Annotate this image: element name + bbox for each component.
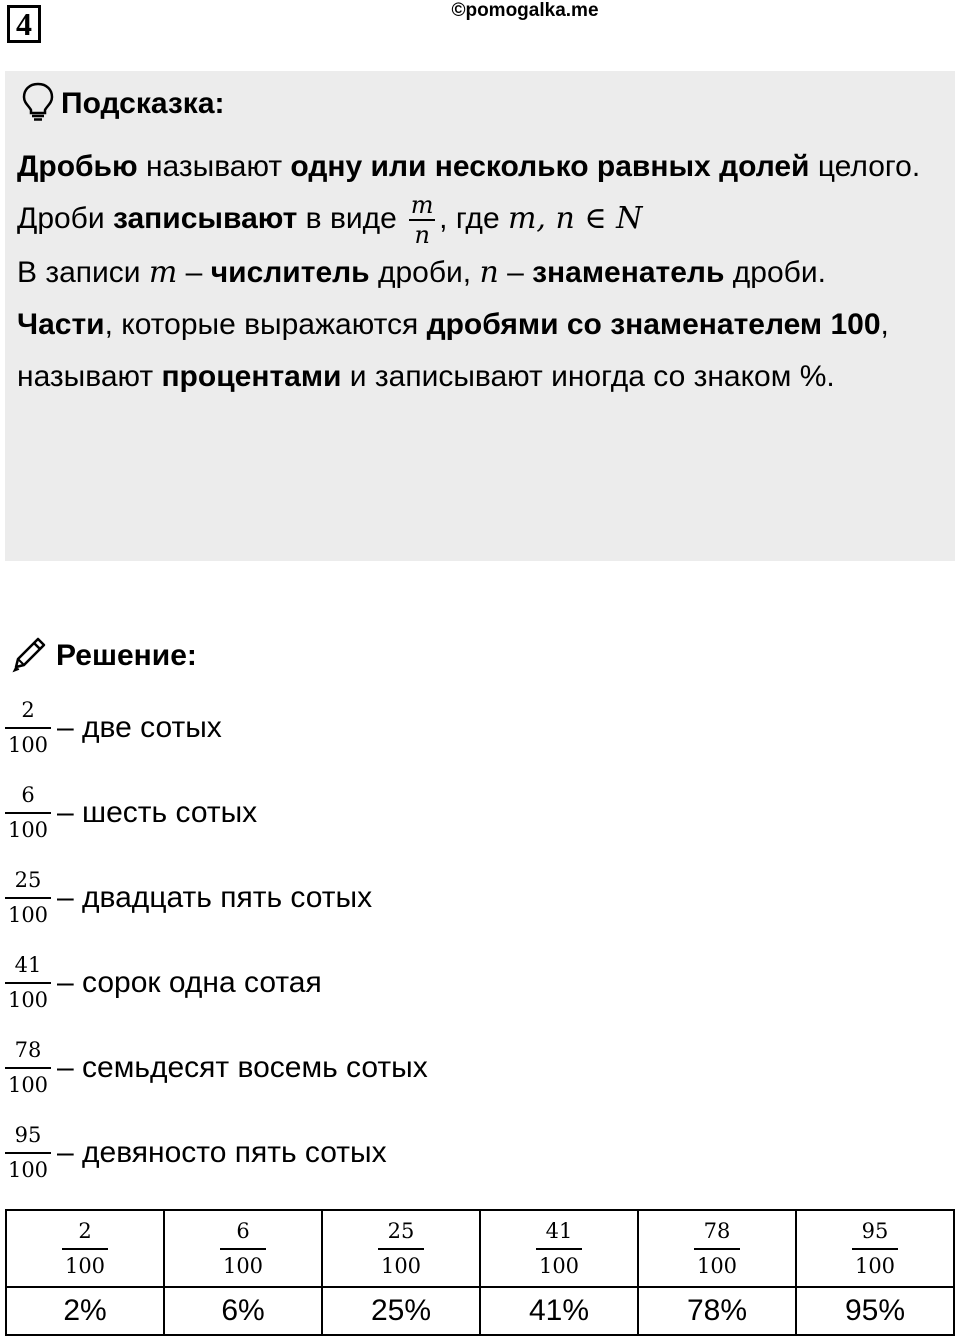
denominator: 100 bbox=[7, 818, 49, 842]
numerator: 6 bbox=[236, 1218, 250, 1243]
watermark: ©pomogalka.me bbox=[451, 0, 599, 21]
hint-line-2: Дроби записывают в виде $\frac{m}{n}$ , где m, n ∈ N bbox=[17, 191, 643, 250]
numerator: 25 bbox=[387, 1218, 415, 1243]
fraction bbox=[5, 1040, 51, 1096]
table-percent-cell: 6% bbox=[164, 1287, 322, 1335]
denominator: 100 bbox=[7, 1073, 49, 1097]
table-percent-cell: 25% bbox=[322, 1287, 480, 1335]
solution-row bbox=[5, 955, 322, 1011]
fraction-words: – две сотых bbox=[57, 711, 222, 744]
denominator: 100 bbox=[64, 1253, 106, 1278]
pencil-icon bbox=[10, 633, 50, 678]
denominator: 100 bbox=[7, 733, 49, 757]
fraction bbox=[5, 700, 51, 756]
hint-header bbox=[21, 81, 225, 126]
hint-title: Подсказка: bbox=[61, 86, 225, 120]
numerator: 2 bbox=[21, 698, 35, 722]
denominator: 100 bbox=[7, 1158, 49, 1182]
denominator: 100 bbox=[854, 1253, 896, 1278]
inline-fraction: $\frac{m}{n}$ bbox=[410, 191, 434, 250]
fraction bbox=[5, 955, 51, 1011]
table-percent-cell: 2% bbox=[6, 1287, 164, 1335]
table-fraction-cell bbox=[480, 1210, 638, 1287]
table-fraction-cell bbox=[796, 1210, 954, 1287]
numerator: 41 bbox=[14, 953, 42, 977]
table-percent-cell: 95% bbox=[796, 1287, 954, 1335]
denominator: 100 bbox=[222, 1253, 264, 1278]
denominator: 100 bbox=[7, 903, 49, 927]
solution-row bbox=[5, 1125, 387, 1181]
fraction bbox=[5, 1125, 51, 1181]
table-percent-cell: 41% bbox=[480, 1287, 638, 1335]
numerator: 78 bbox=[14, 1038, 42, 1062]
hint-box bbox=[5, 71, 955, 561]
table-percent-cell: 78% bbox=[638, 1287, 796, 1335]
solution-header bbox=[10, 633, 197, 678]
solution-row bbox=[5, 1040, 428, 1096]
table-fraction-cell bbox=[6, 1210, 164, 1287]
solution-row bbox=[5, 785, 257, 841]
hint-line-1: Дробью называют одну или несколько равных долей целого. bbox=[17, 150, 921, 183]
fraction-words: – семьдесят восемь сотых bbox=[57, 1051, 428, 1084]
task-number: 4 bbox=[7, 5, 41, 43]
hint-line-3: В записи m – числитель дроби, n – знаменатель дроби. bbox=[17, 255, 826, 291]
denominator: 100 bbox=[538, 1253, 580, 1278]
table-fraction-cell bbox=[322, 1210, 480, 1287]
solution-row bbox=[5, 700, 222, 756]
fraction bbox=[5, 785, 51, 841]
fraction bbox=[5, 870, 51, 926]
denominator: 100 bbox=[380, 1253, 422, 1278]
numerator: 6 bbox=[21, 783, 35, 807]
fraction-words: – сорок одна сотая bbox=[57, 966, 322, 999]
fraction-words: – шесть сотых bbox=[57, 796, 258, 829]
numerator: 95 bbox=[861, 1218, 889, 1243]
solution-title: Решение: bbox=[56, 638, 197, 672]
fraction-words: – двадцать пять сотых bbox=[57, 881, 373, 914]
solution-row bbox=[5, 870, 372, 926]
numerator: 78 bbox=[703, 1218, 731, 1243]
table-fraction-cell bbox=[638, 1210, 796, 1287]
fraction-words: – девяносто пять сотых bbox=[57, 1136, 387, 1169]
lightbulb-icon bbox=[21, 81, 55, 126]
numerator: 41 bbox=[545, 1218, 573, 1243]
numerator: 95 bbox=[14, 1123, 42, 1147]
percent-table bbox=[5, 1209, 955, 1336]
numerator: 25 bbox=[14, 868, 42, 892]
denominator: 100 bbox=[696, 1253, 738, 1278]
table-fraction-cell bbox=[164, 1210, 322, 1287]
denominator: 100 bbox=[7, 988, 49, 1012]
hint-line-4: Части, которые выражаются дробями со знаменателем 100, называют процентами и записывают иногда со знаком %. bbox=[17, 308, 889, 394]
numerator: 2 bbox=[78, 1218, 92, 1243]
hint-text bbox=[17, 141, 937, 403]
